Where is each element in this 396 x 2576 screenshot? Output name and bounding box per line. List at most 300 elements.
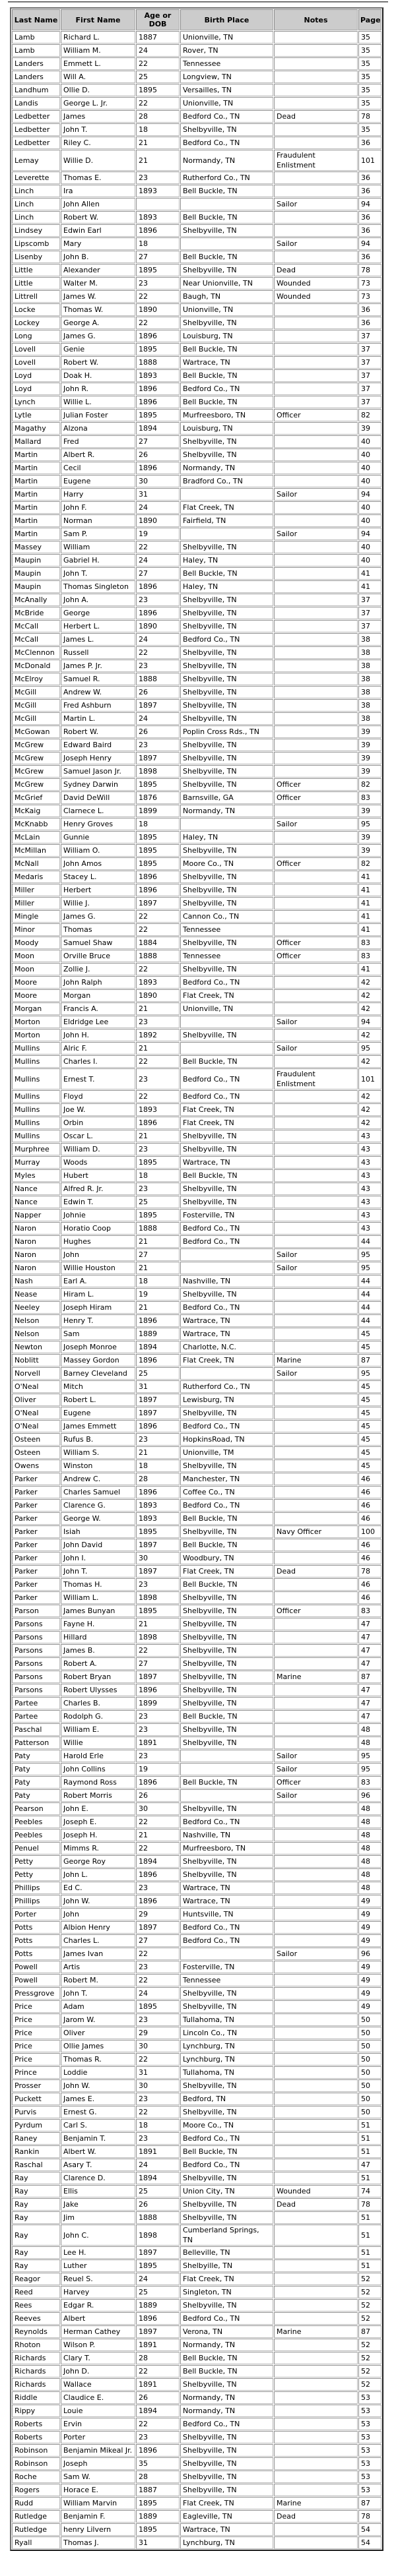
cell-age-or-dob: 1898 xyxy=(136,765,180,778)
cell-notes xyxy=(274,317,358,329)
cell-notes: Sailor xyxy=(274,1947,358,1960)
cell-birth-place: Shelbyville, TN xyxy=(180,2172,273,2184)
cell-notes xyxy=(274,1209,358,1221)
cell-last-name: Rutledge xyxy=(12,2510,60,2523)
cell-birth-place: Bell Buckle, TN xyxy=(180,396,273,408)
cell-birth-place: Shelbyville, TN xyxy=(180,778,273,791)
cell-last-name: Moody xyxy=(12,936,60,949)
cell-first-name: George Roy xyxy=(61,1855,135,1868)
cell-page: 39 xyxy=(358,844,381,857)
cell-page: 51 xyxy=(358,2132,381,2145)
cell-birth-place: Bell Buckle, TN xyxy=(180,1710,273,1723)
cell-last-name: McGrew xyxy=(12,778,60,791)
cell-last-name: Parker xyxy=(12,1591,60,1604)
cell-notes xyxy=(274,2246,358,2259)
cell-age-or-dob: 1897 xyxy=(136,1671,180,1683)
cell-age-or-dob: 1891 xyxy=(136,2339,180,2351)
cell-notes xyxy=(274,2211,358,2224)
cell-notes xyxy=(274,1235,358,1248)
cell-age-or-dob: 1896 xyxy=(136,1776,180,1789)
cell-age-or-dob: 1896 xyxy=(136,1868,180,1881)
cell-notes xyxy=(274,1552,358,1564)
cell-first-name: Orville Bruce xyxy=(61,950,135,962)
cell-birth-place: Bell Buckle, TN xyxy=(180,567,273,580)
table-row xyxy=(12,1908,381,1920)
cell-page: 41 xyxy=(358,871,381,883)
cell-page: 46 xyxy=(358,1552,381,1564)
cell-first-name: John A. xyxy=(61,594,135,606)
table-row xyxy=(12,1816,381,1828)
cell-birth-place: Unionville, TM xyxy=(180,1446,273,1459)
cell-page: 82 xyxy=(358,778,381,791)
cell-birth-place: Tennessee xyxy=(180,923,273,936)
cell-page: 42 xyxy=(358,1029,381,1041)
cell-birth-place: Wartrace, TN xyxy=(180,1328,273,1340)
cell-page: 42 xyxy=(358,1055,381,1068)
table-row xyxy=(12,462,381,474)
cell-age-or-dob: 18 xyxy=(136,123,180,136)
cell-birth-place: Coffee Co., TN xyxy=(180,1486,273,1498)
cell-page: 48 xyxy=(358,1842,381,1855)
cell-page: 39 xyxy=(358,752,381,764)
cell-page: 47 xyxy=(358,1710,381,1723)
cell-page: 49 xyxy=(358,1921,381,1934)
cell-page: 82 xyxy=(358,857,381,870)
cell-first-name: Rufus B. xyxy=(61,1433,135,1446)
cell-first-name: Henry T. xyxy=(61,1314,135,1327)
cell-age-or-dob: 23 xyxy=(136,1750,180,1762)
cell-first-name: Norman xyxy=(61,514,135,527)
table-row xyxy=(12,303,381,316)
table-row xyxy=(12,71,381,83)
cell-birth-place: Bell Buckle, TN xyxy=(180,1169,273,1182)
cell-birth-place: Tullahoma, TN xyxy=(180,2066,273,2079)
cell-birth-place: Shelbyville, TN xyxy=(180,1855,273,1868)
cell-page: 46 xyxy=(358,1512,381,1525)
cell-birth-place: Verona, TN xyxy=(180,2325,273,2338)
cell-page: 46 xyxy=(358,1473,381,1485)
cell-age-or-dob: 1897 xyxy=(136,1539,180,1551)
table-row xyxy=(12,765,381,778)
cell-page: 45 xyxy=(358,1446,381,1459)
table-row xyxy=(12,1248,381,1261)
cell-birth-place: Shelbyville, TN xyxy=(180,541,273,553)
cell-age-or-dob: 23 xyxy=(136,2013,180,2026)
cell-page: 78 xyxy=(358,264,381,276)
column-header-page: Page xyxy=(358,9,381,30)
cell-first-name: Robert A. xyxy=(61,1657,135,1670)
cell-notes xyxy=(274,2259,358,2272)
cell-age-or-dob: 22 xyxy=(136,2106,180,2118)
cell-page: 40 xyxy=(358,435,381,448)
table-row xyxy=(12,57,381,70)
cell-page: 52 xyxy=(358,2352,381,2364)
cell-notes xyxy=(274,567,358,580)
cell-last-name: Little xyxy=(12,264,60,276)
cell-last-name: McClennon xyxy=(12,646,60,659)
table-row xyxy=(12,501,381,514)
cell-last-name: Newton xyxy=(12,1341,60,1353)
cell-page: 73 xyxy=(358,277,381,290)
cell-page: 52 xyxy=(358,2273,381,2285)
table-row xyxy=(12,1763,381,1775)
cell-notes xyxy=(274,805,358,817)
cell-last-name: Paty xyxy=(12,1763,60,1775)
table-row xyxy=(12,251,381,263)
cell-birth-place: Bedford Co., TN xyxy=(180,1090,273,1103)
cell-age-or-dob: 31 xyxy=(136,1380,180,1393)
cell-first-name: Alexander xyxy=(61,264,135,276)
cell-age-or-dob: 22 xyxy=(136,1842,180,1855)
cell-age-or-dob: 21 xyxy=(136,1262,180,1274)
cell-birth-place: Bell Buckle, TN xyxy=(180,2365,273,2377)
table-row xyxy=(12,2484,381,2496)
table-row xyxy=(12,31,381,44)
cell-page: 36 xyxy=(358,303,381,316)
table-row xyxy=(12,171,381,184)
cell-notes xyxy=(274,1459,358,1472)
cell-last-name: Paschal xyxy=(12,1723,60,1736)
cell-notes xyxy=(274,1512,358,1525)
cell-first-name: Mitch xyxy=(61,1380,135,1393)
cell-birth-place xyxy=(180,237,273,250)
cell-page: 45 xyxy=(358,1328,381,1340)
cell-notes xyxy=(274,1499,358,1512)
cell-notes: Officer xyxy=(274,936,358,949)
cell-birth-place: Shelbyville, TN xyxy=(180,1684,273,1696)
cell-page: 53 xyxy=(358,2444,381,2457)
cell-page: 36 xyxy=(358,317,381,329)
cell-first-name: Isiah xyxy=(61,1525,135,1538)
header-row xyxy=(12,9,381,30)
cell-age-or-dob: 27 xyxy=(136,1657,180,1670)
cell-first-name: Robert W. xyxy=(61,725,135,738)
cell-notes xyxy=(274,659,358,672)
cell-page: 50 xyxy=(358,2066,381,2079)
cell-birth-place: Shelbyville, TN xyxy=(180,884,273,896)
cell-age-or-dob: 22 xyxy=(136,317,180,329)
cell-first-name: Wilson P. xyxy=(61,2339,135,2351)
cell-page: 35 xyxy=(358,57,381,70)
cell-last-name: Raschal xyxy=(12,2159,60,2171)
cell-page: 83 xyxy=(358,950,381,962)
cell-page: 39 xyxy=(358,805,381,817)
table-row xyxy=(12,1103,381,1116)
cell-page: 47 xyxy=(358,1644,381,1657)
cell-last-name: Price xyxy=(12,2000,60,2013)
cell-last-name: Nash xyxy=(12,1275,60,1287)
cell-notes: Officer xyxy=(274,950,358,962)
cell-age-or-dob: 21 xyxy=(136,1618,180,1630)
cell-notes xyxy=(274,44,358,57)
cell-notes: Dead xyxy=(274,2510,358,2523)
cell-birth-place: Louisburg, TN xyxy=(180,422,273,435)
cell-last-name: McDonald xyxy=(12,659,60,672)
cell-page: 36 xyxy=(358,171,381,184)
cell-age-or-dob: 1888 xyxy=(136,2211,180,2224)
cell-age-or-dob: 1899 xyxy=(136,1697,180,1709)
cell-age-or-dob: 27 xyxy=(136,567,180,580)
cell-birth-place: Shelbyville, TN xyxy=(180,1736,273,1749)
cell-age-or-dob: 1888 xyxy=(136,356,180,369)
cell-notes xyxy=(274,2470,358,2483)
cell-first-name: Ira xyxy=(61,185,135,197)
cell-birth-place: HopkinsRoad, TN xyxy=(180,1433,273,1446)
cell-page: 48 xyxy=(358,1802,381,1815)
cell-age-or-dob: 28 xyxy=(136,2352,180,2364)
cell-birth-place: Unionville, TN xyxy=(180,97,273,109)
cell-last-name: McAnally xyxy=(12,594,60,606)
cell-notes xyxy=(274,2079,358,2092)
cell-page: 45 xyxy=(358,1380,381,1393)
cell-notes xyxy=(274,2172,358,2184)
cell-first-name: William S. xyxy=(61,1446,135,1459)
cell-page: 53 xyxy=(358,2391,381,2404)
cell-age-or-dob: 1895 xyxy=(136,84,180,96)
cell-notes xyxy=(274,2066,358,2079)
cell-first-name: Will A. xyxy=(61,71,135,83)
cell-first-name: Benjamin T. xyxy=(61,2132,135,2145)
cell-notes xyxy=(274,1002,358,1015)
cell-birth-place: Tennessee xyxy=(180,57,273,70)
cell-birth-place: Bedford Co., TN xyxy=(180,2312,273,2325)
cell-birth-place: Shelbyville, TN xyxy=(180,2378,273,2391)
cell-first-name: Julian Foster xyxy=(61,409,135,421)
cell-notes xyxy=(274,673,358,685)
cell-last-name: Moore xyxy=(12,976,60,989)
cell-last-name: Martin xyxy=(12,475,60,487)
cell-page: 35 xyxy=(358,84,381,96)
cell-first-name: William E. xyxy=(61,1723,135,1736)
table-row xyxy=(12,237,381,250)
cell-page: 40 xyxy=(358,475,381,487)
table-row xyxy=(12,567,381,580)
cell-notes xyxy=(274,1420,358,1432)
table-row xyxy=(12,2145,381,2158)
cell-first-name: Albert W. xyxy=(61,2145,135,2158)
cell-page: 45 xyxy=(358,1459,381,1472)
table-row xyxy=(12,1446,381,1459)
cell-notes xyxy=(274,752,358,764)
cell-page: 78 xyxy=(358,1565,381,1578)
cell-age-or-dob: 1896 xyxy=(136,580,180,593)
cell-first-name: Woods xyxy=(61,1156,135,1169)
cell-notes xyxy=(274,1736,358,1749)
cell-last-name: Parker xyxy=(12,1486,60,1498)
cell-last-name: Paty xyxy=(12,1750,60,1762)
cell-page: 95 xyxy=(358,1750,381,1762)
cell-first-name: Winston xyxy=(61,1459,135,1472)
cell-page: 46 xyxy=(358,1499,381,1512)
cell-notes: Officer xyxy=(274,1605,358,1617)
cell-birth-place: Lewisburg, TN xyxy=(180,1394,273,1406)
cell-page: 49 xyxy=(358,1974,381,1986)
cell-age-or-dob: 19 xyxy=(136,1763,180,1775)
table-row xyxy=(12,686,381,698)
cell-age-or-dob: 22 xyxy=(136,910,180,923)
table-row xyxy=(12,1657,381,1670)
table-row xyxy=(12,2536,381,2549)
cell-last-name: Lytle xyxy=(12,409,60,421)
cell-age-or-dob: 35 xyxy=(136,2457,180,2470)
cell-notes xyxy=(274,2132,358,2145)
cell-page: 53 xyxy=(358,2470,381,2483)
cell-first-name: Artis xyxy=(61,1961,135,1973)
table-row xyxy=(12,44,381,57)
cell-last-name: Miller xyxy=(12,884,60,896)
cell-first-name: Ellis xyxy=(61,2185,135,2197)
cell-age-or-dob: 1894 xyxy=(136,422,180,435)
cell-page: 43 xyxy=(358,1169,381,1182)
cell-last-name: Parsons xyxy=(12,1657,60,1670)
cell-birth-place: Shelbyville, TN xyxy=(180,1802,273,1815)
cell-first-name: Riley C. xyxy=(61,137,135,149)
cell-notes xyxy=(274,2093,358,2105)
cell-last-name: McNall xyxy=(12,857,60,870)
cell-notes xyxy=(274,84,358,96)
cell-birth-place: Shelbyville, TN xyxy=(180,1618,273,1630)
table-row xyxy=(12,448,381,461)
cell-first-name: Henry Groves xyxy=(61,818,135,830)
cell-birth-place: Murfreesboro, TN xyxy=(180,1842,273,1855)
table-row xyxy=(12,1671,381,1683)
cell-age-or-dob: 1894 xyxy=(136,1855,180,1868)
cell-first-name: Willie xyxy=(61,1736,135,1749)
cell-age-or-dob: 25 xyxy=(136,2286,180,2298)
cell-birth-place: Shelbyville, TN xyxy=(180,620,273,632)
cell-first-name: Doak H. xyxy=(61,369,135,382)
cell-page: 38 xyxy=(358,633,381,646)
table-row xyxy=(12,607,381,619)
table-row xyxy=(12,699,381,712)
cell-age-or-dob: 1888 xyxy=(136,673,180,685)
cell-last-name: Martin xyxy=(12,528,60,540)
cell-age-or-dob: 23 xyxy=(136,1710,180,1723)
cell-last-name: Miller xyxy=(12,897,60,909)
cell-page: 43 xyxy=(358,1156,381,1169)
table-row xyxy=(12,409,381,421)
table-row xyxy=(12,1169,381,1182)
cell-first-name: John W. xyxy=(61,2079,135,2092)
cell-birth-place: Shelbyville, TN xyxy=(180,646,273,659)
cell-last-name: Price xyxy=(12,2027,60,2039)
cell-last-name: Roberts xyxy=(12,2418,60,2430)
cell-last-name: McCall xyxy=(12,620,60,632)
cell-notes xyxy=(274,1829,358,1841)
cell-birth-place: Baugh, TN xyxy=(180,290,273,303)
cell-age-or-dob: 1895 xyxy=(136,1209,180,1221)
cell-page: 45 xyxy=(358,1394,381,1406)
cell-first-name: Fayne H. xyxy=(61,1618,135,1630)
table-row xyxy=(12,2365,381,2377)
table-row xyxy=(12,1055,381,1068)
cell-age-or-dob: 18 xyxy=(136,1169,180,1182)
cell-page: 37 xyxy=(358,383,381,395)
cell-first-name: Floyd xyxy=(61,1090,135,1103)
table-row xyxy=(12,1002,381,1015)
cell-page: 39 xyxy=(358,739,381,751)
cell-first-name: Sam P. xyxy=(61,528,135,540)
cell-page: 51 xyxy=(358,2246,381,2259)
cell-first-name: Sam W. xyxy=(61,2470,135,2483)
cell-page: 101 xyxy=(358,150,381,171)
cell-first-name: Rodolph G. xyxy=(61,1710,135,1723)
cell-age-or-dob: 27 xyxy=(136,435,180,448)
table-row xyxy=(12,2391,381,2404)
cell-age-or-dob: 30 xyxy=(136,1802,180,1815)
cell-notes xyxy=(274,871,358,883)
cell-first-name: John Collins xyxy=(61,1763,135,1775)
cell-age-or-dob: 22 xyxy=(136,2365,180,2377)
cell-page: 38 xyxy=(358,673,381,685)
cell-age-or-dob: 1896 xyxy=(136,1486,180,1498)
cell-notes: Dead xyxy=(274,110,358,123)
cell-last-name: Mallard xyxy=(12,435,60,448)
cell-birth-place: Shelbyville, TN xyxy=(180,897,273,909)
cell-notes: Fraudulent Enlistment xyxy=(274,1068,358,1089)
table-row xyxy=(12,1882,381,1894)
cell-birth-place: Shelbyville, TN xyxy=(180,2079,273,2092)
cell-first-name: John R. xyxy=(61,383,135,395)
cell-birth-place: Normandy, TN xyxy=(180,150,273,171)
cell-birth-place: Shelbyville, TN xyxy=(180,1407,273,1419)
cell-last-name: Mullins xyxy=(12,1068,60,1089)
cell-birth-place: Shelbyille, TN xyxy=(180,2259,273,2272)
cell-first-name: James G. xyxy=(61,910,135,923)
table-row xyxy=(12,1209,381,1221)
cell-age-or-dob: 1896 xyxy=(136,383,180,395)
table-row xyxy=(12,97,381,109)
cell-notes xyxy=(274,383,358,395)
cell-last-name: Roberts xyxy=(12,2431,60,2443)
cell-page: 38 xyxy=(358,686,381,698)
cell-age-or-dob: 18 xyxy=(136,2119,180,2131)
cell-notes xyxy=(274,422,358,435)
cell-notes xyxy=(274,1117,358,1129)
cell-first-name: Reuel S. xyxy=(61,2273,135,2285)
table-row xyxy=(12,1631,381,1643)
cell-notes xyxy=(274,897,358,909)
cell-page: 49 xyxy=(358,2000,381,2013)
cell-page: 46 xyxy=(358,1578,381,1591)
cell-last-name: Price xyxy=(12,2013,60,2026)
table-row xyxy=(12,2431,381,2443)
cell-age-or-dob: 1896 xyxy=(136,1684,180,1696)
table-row xyxy=(12,2325,381,2338)
cell-birth-place: Bedford Co., TN xyxy=(180,1235,273,1248)
cell-birth-place: Shelbyville, TN xyxy=(180,2457,273,2470)
table-row xyxy=(12,739,381,751)
cell-notes xyxy=(274,633,358,646)
table-row xyxy=(12,435,381,448)
cell-first-name: Ernest T. xyxy=(61,1068,135,1089)
cell-birth-place: Wartrace, TN xyxy=(180,356,273,369)
cell-notes xyxy=(274,1301,358,1314)
table-row xyxy=(12,950,381,962)
cell-last-name: Morton xyxy=(12,1029,60,1041)
cell-birth-place: Union City, TN xyxy=(180,2185,273,2197)
cell-notes xyxy=(274,1130,358,1142)
cell-first-name: Zollie J. xyxy=(61,963,135,975)
table-row xyxy=(12,805,381,817)
cell-last-name: Potts xyxy=(12,1921,60,1934)
cell-age-or-dob: 25 xyxy=(136,1196,180,1208)
cell-age-or-dob: 1891 xyxy=(136,1736,180,1749)
cell-page: 48 xyxy=(358,1829,381,1841)
cell-birth-place: Charlotte, N.C. xyxy=(180,1341,273,1353)
cell-notes xyxy=(274,448,358,461)
table-row xyxy=(12,554,381,567)
